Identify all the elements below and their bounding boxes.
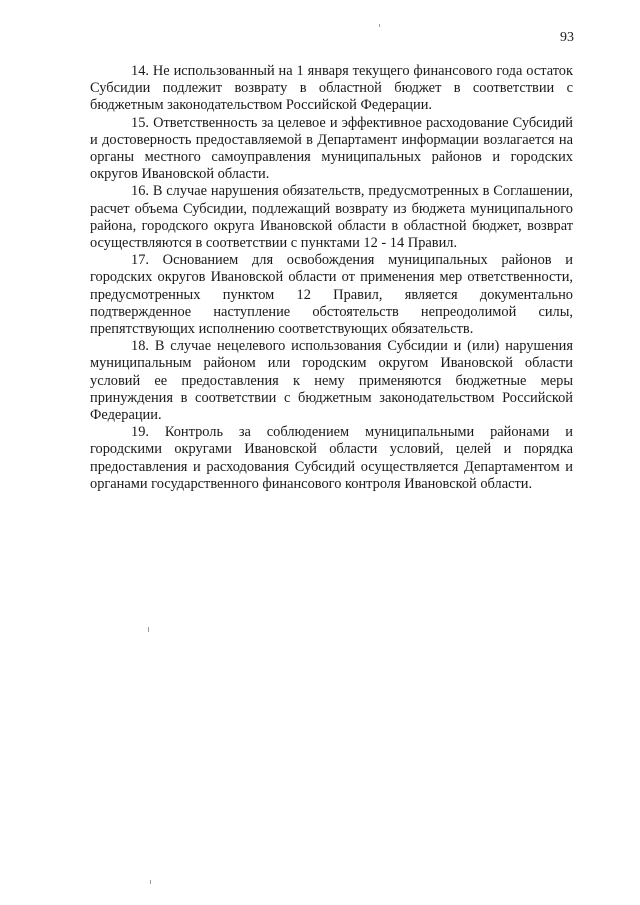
scan-artifact [150,880,151,884]
paragraph-19: 19. Контроль за соблюдением муниципальными районами и городскими округами Ивановской области условий, целей и порядка предоставления и расходования Субсидий осуществляется Департаментом и органами государственного финансового контроля Ивановской области. [90,424,573,492]
scan-artifact [148,627,149,632]
document-body [90,63,573,493]
scan-artifact [379,24,380,27]
page-number: 93 [560,30,574,45]
paragraph-14: 14. Не использованный на 1 января текущего финансового года остаток Субсидии подлежит возврату в областной бюджет в соответствии с бюджетным законодательством Российской Федерации. [90,63,573,114]
paragraph-15: 15. Ответственность за целевое и эффективное расходование Субсидий и достоверность предоставляемой в Департамент информации возлагается на органы местного самоуправления муниципальных районов и городских округов Ивановской области. [90,114,573,183]
paragraph-17: 17. Основанием для освобождения муниципальных районов и городских округов Ивановской области от применения мер ответственности, предусмотренных пунктом 12 Правил, является документально подтвержденное наступление обстоятельств непреодолимой силы, препятствующих исполнению соответствующих обязательств. [90,252,573,338]
paragraph-18: 18. В случае нецелевого использования Субсидии и (или) нарушения муниципальным районом или городским округом Ивановской области условий ее предоставления к нему применяются бюджетные меры принуждения в соответствии с бюджетным законодательством Российской Федерации. [90,338,573,424]
paragraph-16: 16. В случае нарушения обязательств, предусмотренных в Соглашении, расчет объема Субсидии, подлежащий возврату из бюджета муниципального района, городского округа Ивановской области в областной бюджет, возврат осуществляются в соответствии с пунктами 12 - 14 Правил. [90,183,573,252]
